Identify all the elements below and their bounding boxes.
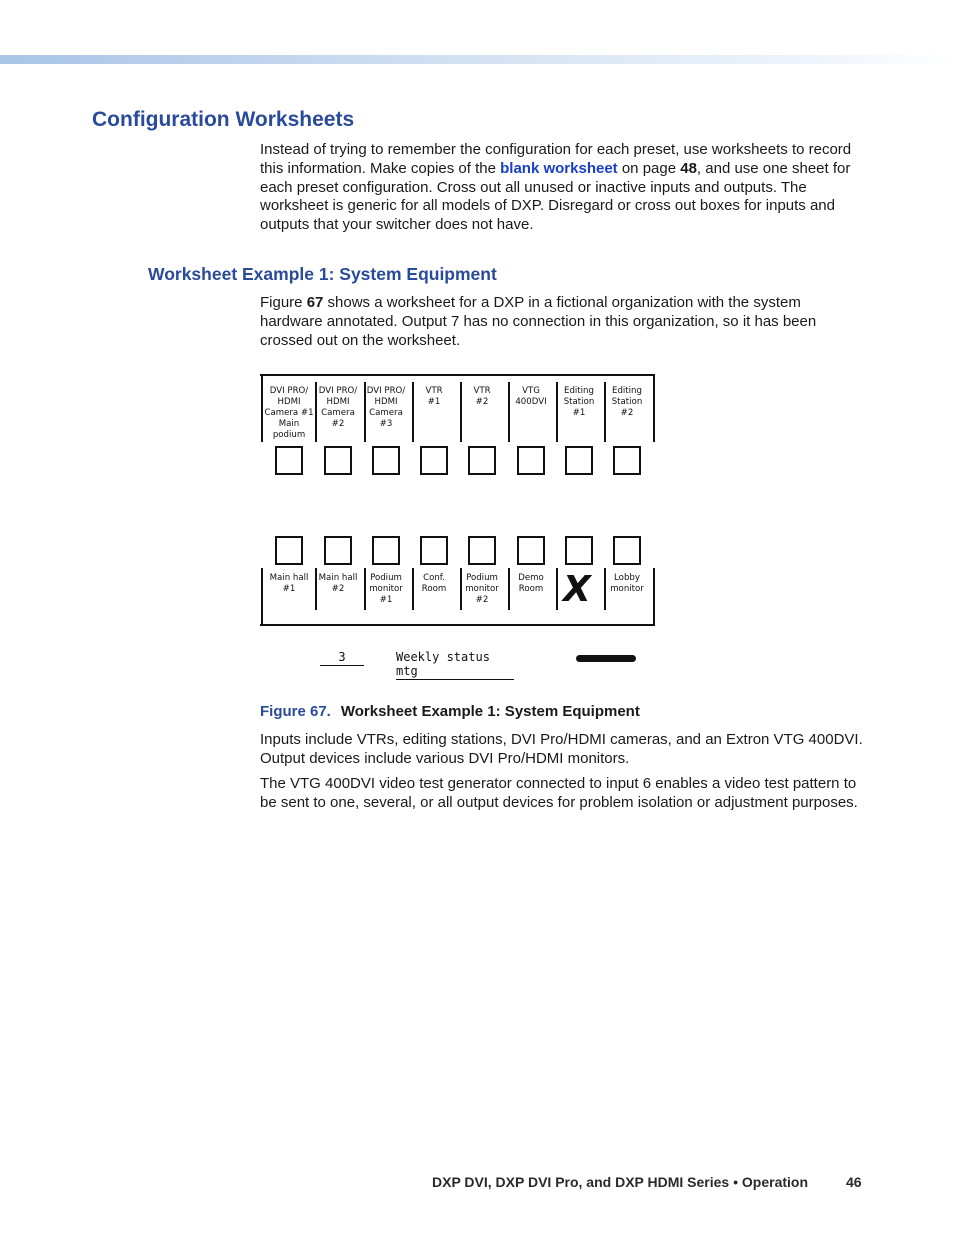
input-box[interactable] [565, 446, 593, 475]
output-divider [556, 568, 558, 610]
blank-worksheet-link[interactable]: blank worksheet [500, 159, 618, 177]
intro-page-ref: 48 [680, 159, 697, 177]
section-subheading: Worksheet Example 1: System Equipment [148, 264, 497, 284]
input-box[interactable] [275, 446, 303, 475]
signature-bar [576, 655, 636, 662]
input-divider [261, 374, 263, 442]
input-label: DVI PRO/ HDMI Camera #1 Main podium [264, 386, 314, 440]
input-box[interactable] [324, 446, 352, 475]
input-divider [653, 374, 655, 442]
intro-text-1: Instead of trying to remember the configuration for each preset, use worksheets to record this information. Make copies of the [260, 141, 852, 177]
output-box[interactable] [324, 536, 352, 565]
figure-title: Worksheet Example 1: System Equipment [340, 703, 640, 720]
output-box[interactable] [468, 536, 496, 565]
input-box[interactable] [517, 446, 545, 475]
figure-ref: 67 [306, 294, 324, 311]
input-label: DVI PRO/ HDMI Camera #2 [318, 386, 358, 429]
example-text-1: Figure [260, 294, 307, 311]
page-heading: Configuration Worksheets [92, 108, 355, 131]
output-box[interactable] [275, 536, 303, 565]
input-label: VTR #2 [473, 386, 491, 407]
output-box[interactable] [565, 536, 593, 565]
intro-paragraph [260, 141, 866, 235]
input-label: VTR #1 [425, 386, 443, 407]
input-label: Editing Station #1 [563, 386, 595, 418]
figure-caption [260, 703, 640, 720]
figure-label: Figure 67. [260, 703, 331, 720]
input-label: VTG 400DVI [515, 386, 547, 407]
page-number: 46 [846, 1174, 862, 1190]
example-text-2: shows a worksheet for a DXP in a fictional organization with the system hardware annotated. Output 7 has no connection in this organization, so it has been crossed out on the worksheet. [260, 294, 817, 349]
footer-title: DXP DVI, DXP DVI Pro, and DXP HDMI Series • Operation [432, 1174, 809, 1190]
input-label: Editing Station #2 [611, 386, 643, 418]
example-paragraph [260, 294, 866, 350]
preset-number[interactable]: 3 [320, 650, 364, 666]
input-box[interactable] [468, 446, 496, 475]
intro-text-3: , and use one sheet for each preset configuration. Cross out all unused or inactive inputs and outputs. The worksheet is generic for all models of DXP. Disregard or cross out boxes for inputs and outputs that your switcher does not have. [260, 159, 851, 234]
worksheet-figure [258, 370, 658, 678]
output-label: Main hall #2 [318, 573, 358, 594]
output-label: Lobby monitor [610, 573, 644, 594]
output-label: Podium monitor #2 [465, 573, 499, 605]
input-label: DVI PRO/ HDMI Camera #3 [366, 386, 406, 429]
input-box[interactable] [372, 446, 400, 475]
output-label: Podium monitor #1 [369, 573, 403, 605]
worksheet-top-border [260, 374, 654, 376]
output-box[interactable] [613, 536, 641, 565]
output-box[interactable] [517, 536, 545, 565]
output-label: Conf. Room [421, 573, 447, 594]
preset-name[interactable]: Weekly status mtg [396, 650, 514, 680]
input-box[interactable] [613, 446, 641, 475]
header-gradient-bar [0, 55, 954, 64]
vtg-paragraph: The VTG 400DVI video test generator connected to input 6 enables a video test pattern to be sent to one, several, or all output devices for problem isolation or adjustment purposes. [260, 775, 858, 811]
crossed-out-mark: X [563, 569, 591, 610]
intro-text-2: on page [617, 159, 681, 177]
output-box[interactable] [372, 536, 400, 565]
worksheet-bottom-border [260, 624, 654, 626]
output-label: Main hall #1 [269, 573, 309, 594]
input-box[interactable] [420, 446, 448, 475]
output-label: Demo Room [518, 573, 544, 594]
output-box[interactable] [420, 536, 448, 565]
output-divider [261, 568, 263, 626]
inputs-paragraph: Inputs include VTRs, editing stations, DVI Pro/HDMI cameras, and an Extron VTG 400DVI. Output devices include various DVI Pro/HDMI monitors. [260, 731, 863, 767]
output-divider [653, 568, 655, 626]
